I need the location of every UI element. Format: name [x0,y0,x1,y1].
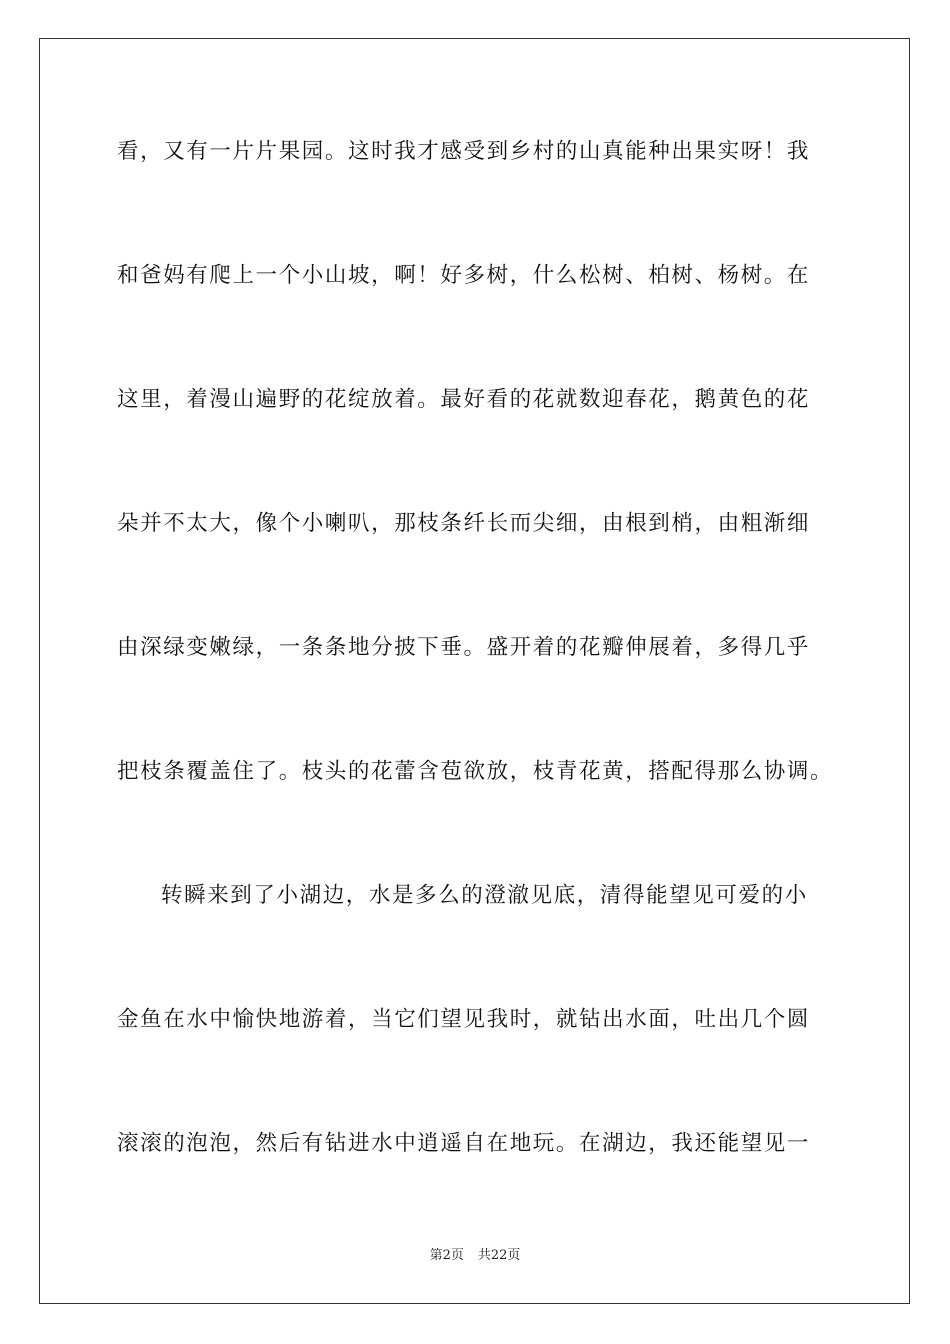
page-number: 第2页 [429,1248,464,1263]
page-total: 共22页 [477,1248,521,1263]
paragraph-first-line: 转瞬来到了小湖边，水是多么的澄澈见底，清得能望见可爱的小 [161,883,808,908]
body-text-line: 朵并不太大，像个小喇叭，那枝条纤长而尖细，由根到梢，由粗渐细 [117,511,811,536]
body-text-line: 看，又有一片片果园。这时我才感受到乡村的山真能种出果实呀！我 [117,139,811,164]
body-text-line: 金鱼在水中愉快地游着，当它们望见我时，就钻出水面，吐出几个圆 [117,1007,811,1032]
body-text-line: 把枝条覆盖住了。枝头的花蕾含苞欲放，枝青花黄，搭配得那么协调。 [117,759,834,784]
body-text-line: 由深绿变嫩绿，一条条地分披下垂。盛开着的花瓣伸展着，多得几乎 [117,635,811,660]
page-border [39,38,910,1304]
body-text-line: 和爸妈有爬上一个小山坡，啊！好多树，什么松树、柏树、杨树。在 [117,263,811,288]
body-text-line: 滚滚的泡泡，然后有钻进水中逍遥自在地玩。在湖边，我还能望见一 [117,1131,811,1156]
body-text-line: 这里，着漫山遍野的花绽放着。最好看的花就数迎春花，鹅黄色的花 [117,387,811,412]
page-footer [0,1247,950,1265]
